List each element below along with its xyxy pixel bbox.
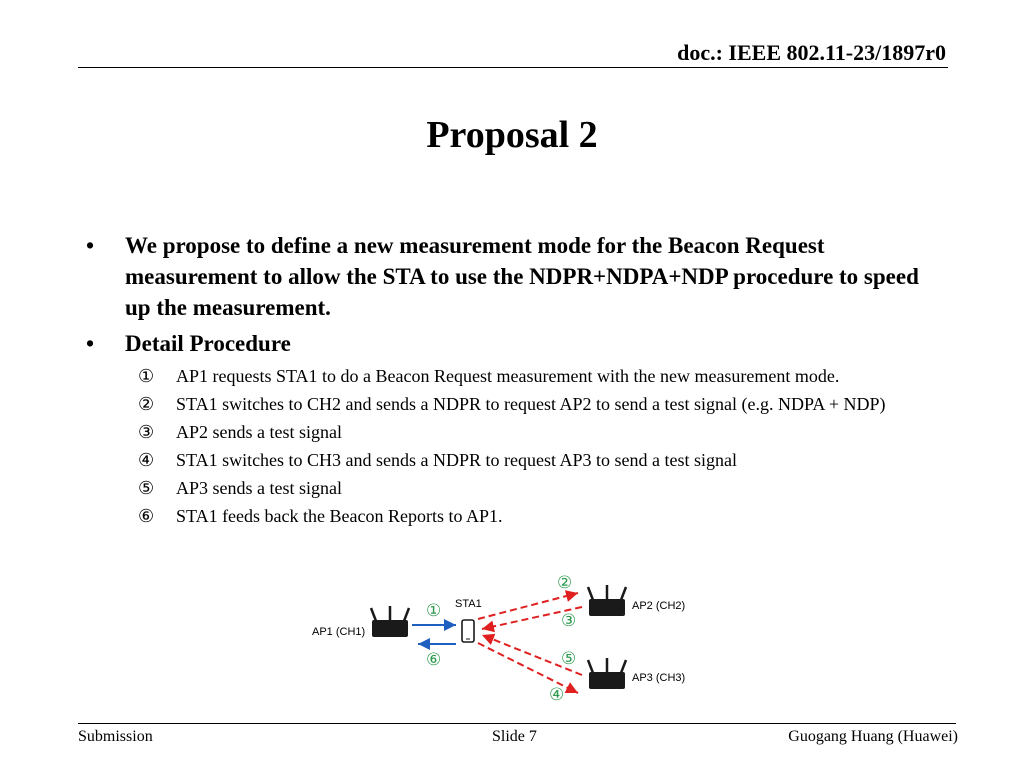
- sta1-phone-icon: [462, 620, 474, 642]
- step-number: ②: [138, 394, 155, 414]
- slide-title: Proposal 2: [426, 114, 598, 156]
- bullet-marker: •: [86, 331, 95, 356]
- step-text: STA1 feeds back the Beacon Reports to AP1.: [176, 506, 503, 526]
- step-number: ③: [138, 422, 155, 442]
- step-item: [138, 393, 938, 416]
- step-text: STA1 switches to CH3 and sends a NDPR to request AP3 to send a test signal: [176, 450, 738, 470]
- diagram-step-4: ④: [549, 685, 565, 705]
- diagram-step-5: ⑤: [561, 649, 577, 669]
- step-item: [138, 365, 938, 388]
- ap1-label: AP1 (CH1): [312, 626, 366, 638]
- step-item: [138, 477, 938, 500]
- sta1-label: STA1: [455, 598, 482, 610]
- ap3-router-icon: [588, 658, 626, 689]
- step-text: STA1 switches to CH2 and sends a NDPR to request AP2 to send a test signal (e.g. NDPA + NDP): [176, 394, 886, 414]
- ap2-label: AP2 (CH2): [632, 600, 686, 612]
- step-number: ④: [138, 450, 155, 470]
- bullet-text: Detail Procedure: [125, 331, 291, 356]
- bullet-marker: •: [86, 233, 95, 258]
- footer-submission: Submission: [78, 728, 153, 745]
- ap1-router-icon: [371, 606, 409, 637]
- step-item: [138, 421, 938, 444]
- step-number: ⑤: [138, 478, 155, 498]
- header-divider: [78, 67, 948, 68]
- step-number: ⑥: [138, 506, 155, 526]
- diagram-step-1: ①: [426, 601, 442, 621]
- ap2-router-icon: [588, 585, 626, 616]
- footer-author: Guogang Huang (Huawei): [788, 728, 958, 745]
- footer-slide-number: Slide 7: [492, 728, 537, 745]
- diagram-step-2: ②: [557, 573, 573, 593]
- step-item: [138, 505, 938, 528]
- ap3-label: AP3 (CH3): [632, 672, 686, 684]
- step-number: ①: [138, 366, 155, 386]
- doc-id: doc.: IEEE 802.11-23/1897r0: [677, 40, 946, 65]
- diagram-step-3: ③: [561, 611, 577, 631]
- bullet-detail-procedure: [86, 328, 945, 359]
- step-text: AP1 requests STA1 to do a Beacon Request measurement with the new measurement mode.: [176, 366, 840, 386]
- bullet-proposal: [86, 230, 945, 323]
- step-text: AP3 sends a test signal: [176, 478, 342, 498]
- step-text: AP2 sends a test signal: [176, 422, 342, 442]
- step-item: [138, 449, 938, 472]
- bullet-text: We propose to define a new measurement mode for the Beacon Request measurement to allow the STA to use the NDPR+NDPA+NDP procedure to speed up the measurement.: [125, 233, 919, 320]
- footer-divider: [78, 723, 956, 724]
- procedure-steps: [138, 365, 938, 533]
- diagram-step-6: ⑥: [426, 650, 442, 670]
- network-diagram: [300, 565, 720, 710]
